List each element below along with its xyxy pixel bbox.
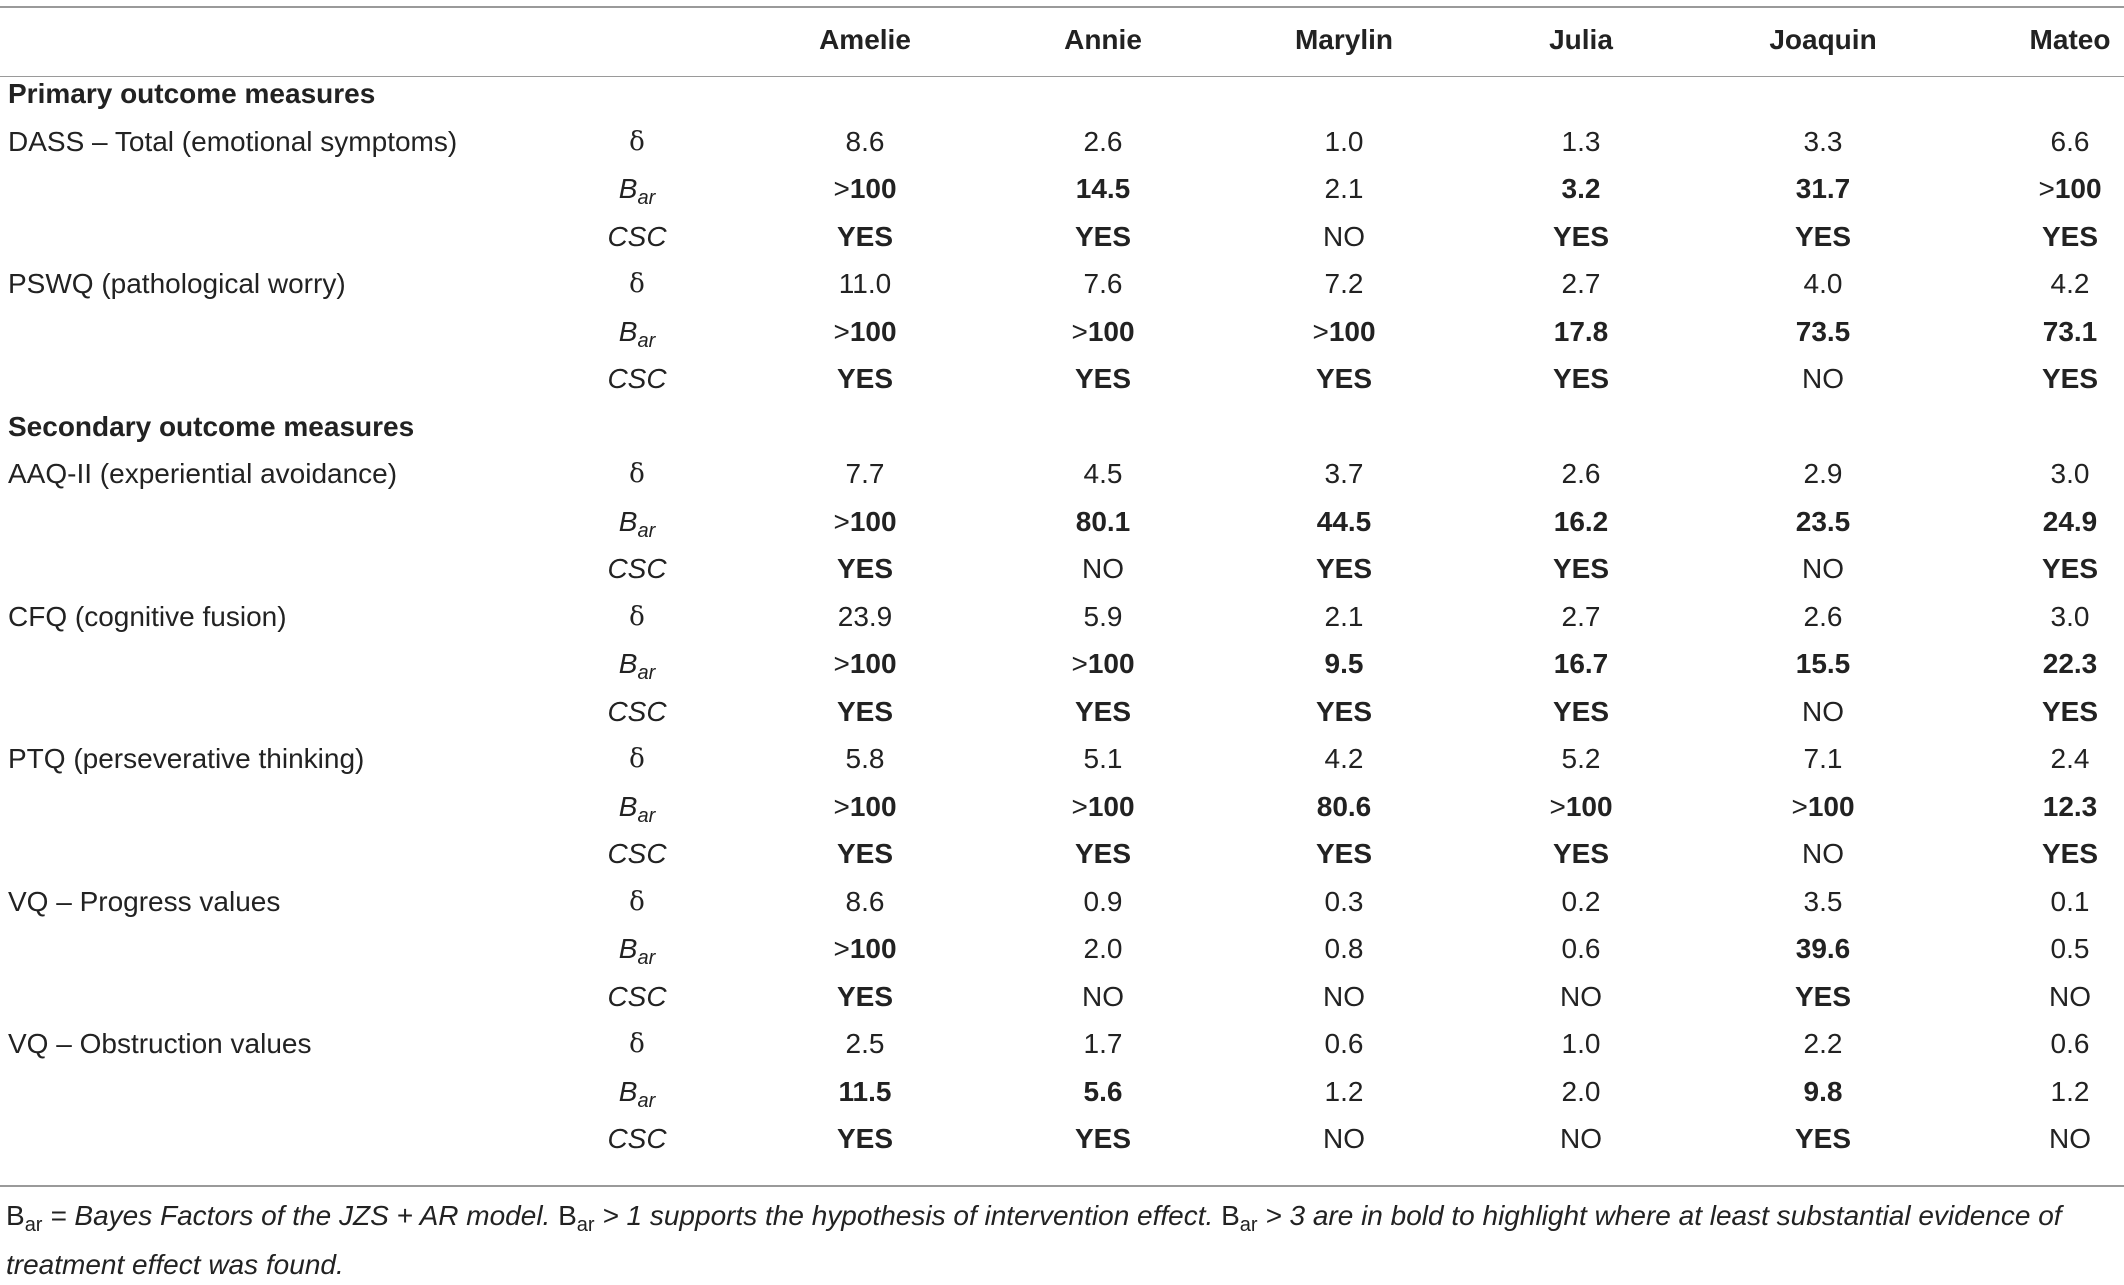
delta-value: 2.6 xyxy=(1803,600,1843,632)
csc-value: YES xyxy=(836,980,894,1012)
csc-value: YES xyxy=(1074,1123,1132,1154)
delta-value: 3.0 xyxy=(2050,458,2090,489)
csc-label: CSC xyxy=(607,220,667,252)
bayes-factor-value: >100 xyxy=(1071,648,1135,679)
bayes-factor-value: 2.1 xyxy=(1324,173,1364,204)
delta-label: δ xyxy=(629,1029,645,1059)
csc-value: YES xyxy=(1794,220,1852,252)
csc-label: CSC xyxy=(607,553,667,584)
bayes-factor-value: 3.2 xyxy=(1561,173,1601,204)
measure-name: VQ – Obstruction values xyxy=(8,1028,312,1059)
bayes-factor-value: 12.3 xyxy=(2042,790,2098,822)
bayes-factor-label: $B_{ar}$ xyxy=(618,648,656,684)
delta-value: 11.0 xyxy=(838,268,892,299)
csc-value: YES xyxy=(836,220,894,252)
delta-value: 8.6 xyxy=(845,125,885,157)
delta-value: 3.0 xyxy=(2050,600,2090,632)
column-header-amelie: Amelie xyxy=(819,24,911,55)
delta-value: 3.3 xyxy=(1803,125,1843,157)
bayes-factor-label: $B_{ar}$ xyxy=(618,1075,656,1112)
delta-value: 2.1 xyxy=(1324,600,1364,632)
section-title: Primary outcome measures xyxy=(8,78,376,109)
bayes-factor-label: $B_{ar}$ xyxy=(618,505,656,542)
bayes-factor-value: >100 xyxy=(2038,173,2102,204)
csc-value: YES xyxy=(1315,695,1373,727)
csc-value: NO xyxy=(2049,980,2091,1012)
bayes-factor-value: 5.6 xyxy=(1083,1075,1123,1107)
table-bottom-rule xyxy=(0,1185,2124,1187)
bayes-factor-value: >100 xyxy=(1071,790,1135,822)
csc-value: YES xyxy=(1315,363,1373,394)
measure-name: PTQ (perseverative thinking) xyxy=(8,743,365,774)
csc-value: YES xyxy=(1074,838,1132,869)
bayes-factor-label: $B_{ar}$ xyxy=(618,315,656,352)
bayes-factor-value: 73.5 xyxy=(1795,315,1851,347)
csc-value: YES xyxy=(2041,838,2099,869)
csc-value: YES xyxy=(2041,220,2099,252)
measure-name: AAQ-II (experiential avoidance) xyxy=(8,458,398,489)
delta-value: 4.5 xyxy=(1083,458,1123,489)
bayes-factor-value: 31.7 xyxy=(1795,173,1851,204)
bayes-factor-value: 1.2 xyxy=(2050,1075,2090,1107)
bayes-factor-value: >100 xyxy=(833,173,897,204)
csc-value: YES xyxy=(1552,695,1610,727)
measure-name: VQ – Progress values xyxy=(8,885,281,917)
delta-value: 4.2 xyxy=(1324,743,1364,774)
bayes-factor-value: 9.8 xyxy=(1803,1075,1843,1107)
bayes-factor-value: >100 xyxy=(1549,790,1613,822)
csc-value: YES xyxy=(836,1123,894,1154)
delta-label: δ xyxy=(629,126,645,157)
csc-label: CSC xyxy=(607,363,667,394)
bayes-factor-label: $B_{ar}$ xyxy=(618,173,656,209)
csc-value: YES xyxy=(1794,1123,1852,1154)
csc-label: CSC xyxy=(607,980,667,1012)
csc-value: NO xyxy=(1323,220,1365,252)
csc-value: YES xyxy=(1074,220,1132,252)
delta-label: δ xyxy=(629,269,645,299)
bayes-factor-value: 23.5 xyxy=(1795,505,1851,537)
delta-value: 3.5 xyxy=(1803,885,1843,917)
csc-value: YES xyxy=(1315,553,1373,584)
delta-value: 5.9 xyxy=(1083,600,1123,632)
delta-value: 0.6 xyxy=(2050,1028,2090,1059)
column-header-marylin: Marylin xyxy=(1294,24,1394,55)
bayes-factor-value: 22.3 xyxy=(2042,648,2098,679)
csc-value: YES xyxy=(1794,980,1852,1012)
csc-value: NO xyxy=(1082,980,1124,1012)
section-title: Secondary outcome measures xyxy=(8,410,415,442)
delta-value: 7.1 xyxy=(1803,743,1843,774)
csc-value: YES xyxy=(2041,553,2099,584)
csc-label: CSC xyxy=(607,838,667,869)
bayes-factor-value: 80.1 xyxy=(1075,505,1131,537)
delta-value: 8.6 xyxy=(845,885,885,917)
bayes-factor-label: $B_{ar}$ xyxy=(618,790,656,827)
delta-value: 0.1 xyxy=(2050,885,2090,917)
delta-value: 6.6 xyxy=(2050,125,2090,157)
delta-value: 5.2 xyxy=(1561,743,1601,774)
delta-value: 1.0 xyxy=(1561,1028,1601,1059)
csc-value: YES xyxy=(1552,220,1610,252)
bayes-factor-value: 2.0 xyxy=(1083,933,1123,964)
delta-value: 0.2 xyxy=(1561,885,1601,917)
measure-name: PSWQ (pathological worry) xyxy=(8,268,346,299)
csc-value: YES xyxy=(2041,363,2099,394)
bayes-factor-value: 0.8 xyxy=(1324,933,1364,964)
bayes-factor-value: 73.1 xyxy=(2042,315,2098,347)
delta-value: 5.8 xyxy=(845,743,885,774)
csc-label: CSC xyxy=(607,1123,667,1154)
bayes-factor-value: 16.7 xyxy=(1553,648,1609,679)
csc-value: NO xyxy=(1802,553,1844,584)
delta-value: 7.6 xyxy=(1083,268,1123,299)
csc-label: CSC xyxy=(607,695,667,727)
csc-value: NO xyxy=(1560,1123,1602,1154)
csc-value: NO xyxy=(1323,1123,1365,1154)
bayes-factor-value: 16.2 xyxy=(1553,505,1609,537)
bayes-factor-value: 39.6 xyxy=(1795,933,1851,964)
delta-value: 2.9 xyxy=(1803,458,1843,489)
delta-value: 2.2 xyxy=(1803,1028,1843,1059)
delta-value: 4.0 xyxy=(1803,268,1843,299)
delta-value: 0.6 xyxy=(1324,1028,1364,1059)
bayes-factor-value: 0.6 xyxy=(1561,933,1601,964)
bayes-factor-value: >100 xyxy=(1791,790,1855,822)
column-header-annie: Annie xyxy=(1064,24,1142,55)
measure-name: CFQ (cognitive fusion) xyxy=(8,600,287,632)
bayes-factor-value: >100 xyxy=(833,790,897,822)
delta-value: 2.7 xyxy=(1561,268,1601,299)
delta-label: δ xyxy=(629,601,645,632)
csc-value: YES xyxy=(836,363,894,394)
delta-value: 2.6 xyxy=(1561,458,1601,489)
column-header-julia: Julia xyxy=(1549,24,1613,55)
bayes-factor-value: 17.8 xyxy=(1553,315,1609,347)
bayes-factor-label: $B_{ar}$ xyxy=(618,933,656,969)
delta-value: 23.9 xyxy=(837,600,893,632)
column-header-mateo: Mateo xyxy=(2029,24,2111,55)
delta-value: 0.3 xyxy=(1324,885,1364,917)
bayes-factor-value: 44.5 xyxy=(1316,505,1372,537)
delta-value: 3.7 xyxy=(1324,458,1364,489)
delta-value: 2.7 xyxy=(1561,600,1601,632)
csc-value: YES xyxy=(1552,363,1610,394)
bayes-factor-value: >100 xyxy=(833,648,897,679)
bayes-factor-symbol: $B_{ar}$ xyxy=(558,1200,595,1236)
csc-value: NO xyxy=(1802,695,1844,727)
delta-value: 1.3 xyxy=(1561,125,1601,157)
csc-value: NO xyxy=(1560,980,1602,1012)
delta-value: 2.4 xyxy=(2050,743,2090,774)
bayes-factor-value: 80.6 xyxy=(1316,790,1372,822)
column-header-joaquin: Joaquin xyxy=(1769,24,1877,55)
csc-value: YES xyxy=(836,838,894,869)
bayes-factor-value: 0.5 xyxy=(2050,933,2090,964)
bayes-factor-value: >100 xyxy=(833,933,897,964)
table-footnote: $B_{ar}$ = Bayes Factors of the JZS + AR model. $B_{ar} > 1$ supports the hypothesis of intervention effect. $B_{ar} > 3$ are in bold to highlight where at least substantial evidence of treatment effect was found. xyxy=(6,1200,2062,1280)
delta-value: 4.2 xyxy=(2050,268,2090,299)
table-top-rule xyxy=(0,6,2124,8)
csc-value: NO xyxy=(1802,838,1844,869)
bayes-factor-value: >100 xyxy=(1071,315,1135,347)
delta-value: 0.9 xyxy=(1083,885,1123,917)
csc-value: NO xyxy=(2049,1123,2091,1154)
delta-value: 7.7 xyxy=(845,458,885,489)
csc-value: YES xyxy=(1315,838,1373,869)
csc-value: NO xyxy=(1802,363,1844,394)
bayes-factor-symbol: $B_{ar}$ xyxy=(6,1200,43,1236)
delta-label: δ xyxy=(629,886,645,917)
bayes-factor-value: 24.9 xyxy=(2042,505,2098,537)
delta-value: 2.5 xyxy=(845,1028,885,1059)
csc-value: YES xyxy=(1074,695,1132,727)
csc-value: YES xyxy=(1074,363,1132,394)
delta-value: 1.0 xyxy=(1324,125,1364,157)
delta-label: δ xyxy=(629,459,645,489)
bayes-factor-value: >100 xyxy=(833,315,897,347)
csc-value: YES xyxy=(836,695,894,727)
csc-value: NO xyxy=(1082,553,1124,584)
bayes-factor-value: 15.5 xyxy=(1795,648,1851,679)
bayes-factor-value: 14.5 xyxy=(1075,173,1131,204)
bayes-factor-symbol: $B_{ar}$ xyxy=(1221,1200,1258,1236)
delta-value: 7.2 xyxy=(1324,268,1364,299)
csc-value: YES xyxy=(1552,838,1610,869)
csc-value: YES xyxy=(2041,695,2099,727)
csc-value: YES xyxy=(836,553,894,584)
delta-value: 1.7 xyxy=(1083,1028,1123,1059)
csc-value: YES xyxy=(1552,553,1610,584)
bayes-factor-value: 9.5 xyxy=(1324,648,1364,679)
bayes-factor-value: 2.0 xyxy=(1561,1075,1601,1107)
delta-value: 2.6 xyxy=(1083,125,1123,157)
bayes-factor-value: 11.5 xyxy=(838,1075,892,1107)
measure-name: DASS – Total (emotional symptoms) xyxy=(8,125,458,157)
bayes-factor-value: 1.2 xyxy=(1324,1075,1364,1107)
delta-label: δ xyxy=(629,744,645,774)
delta-value: 5.1 xyxy=(1083,743,1123,774)
bayes-factor-value: >100 xyxy=(1312,315,1376,347)
csc-value: NO xyxy=(1323,980,1365,1012)
bayes-factor-value: >100 xyxy=(833,505,897,537)
